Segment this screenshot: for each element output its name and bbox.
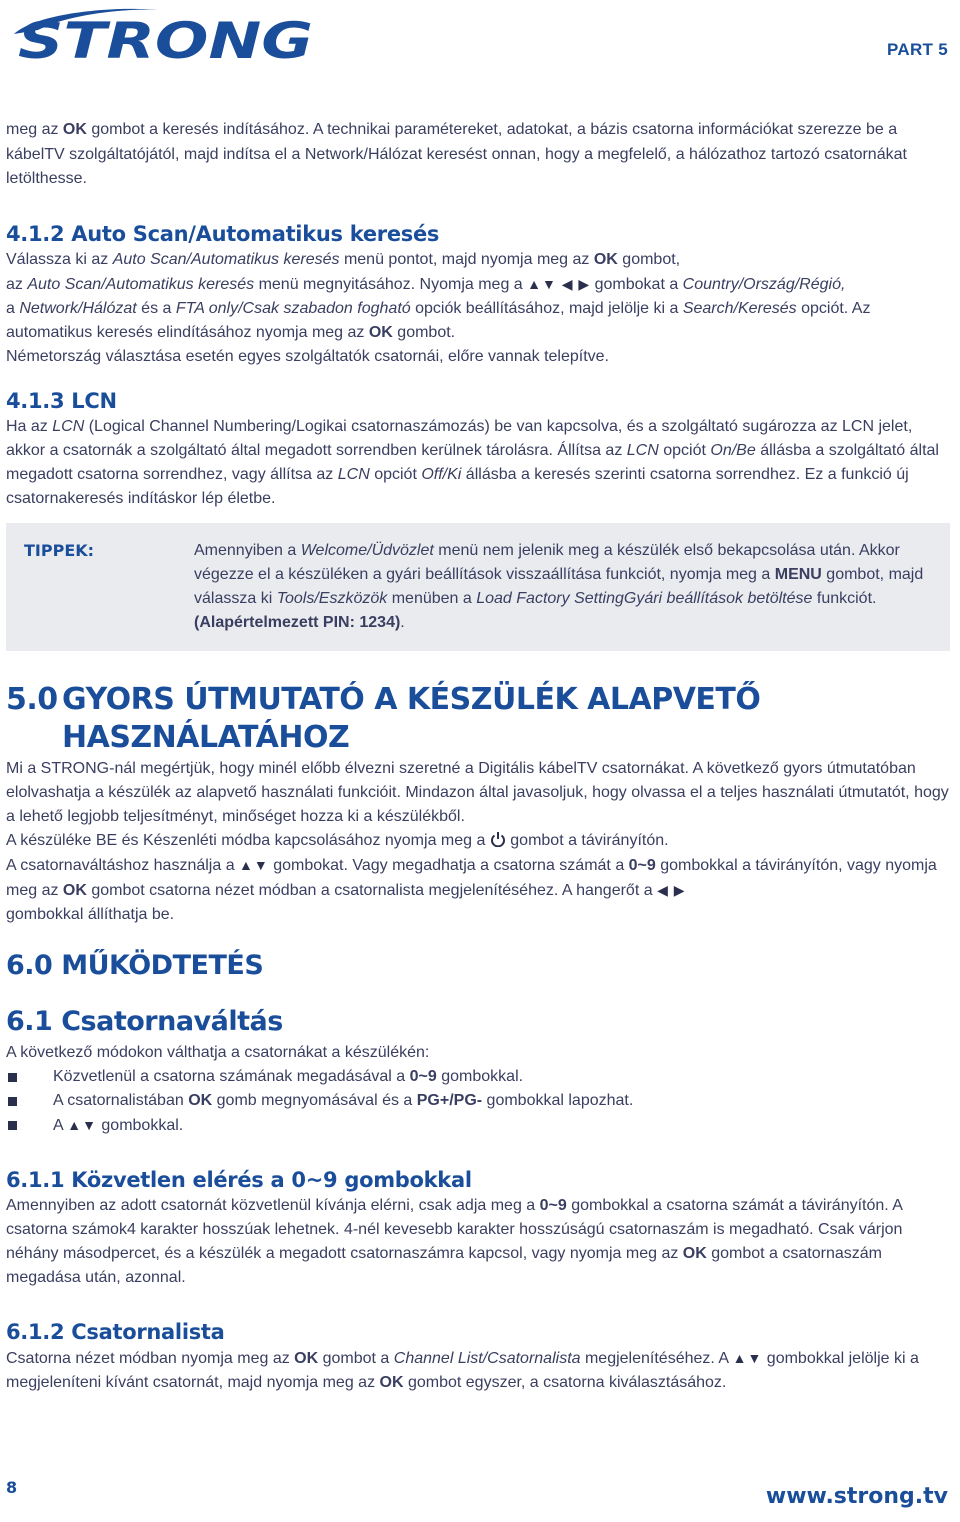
heading-4-1-3: 4.1.3 LCN	[6, 388, 117, 413]
strong-logo-graphic	[8, 4, 318, 66]
page-content	[6, 118, 950, 1395]
channel-switch-paragraph: A csatornaváltáshoz használja a ▲▼ gombokat. Vagy megadhatja a csatorna számát a 0~9 gombokkal a távirányítón, vagy nyomja meg az OK gombot csatorna nézet módban a csatornalista megjelenítéséhez. A hangerőt a ◀ ▶ gombokkal állíthatja be.	[6, 856, 937, 923]
up-down-arrows-icon: ▲▼	[67, 1116, 97, 1133]
up-down-arrows-icon: ▲▼	[239, 856, 269, 873]
page-number: 8	[6, 1478, 18, 1497]
list-item: A ▲▼ gombokkal.	[6, 1113, 950, 1138]
heading-4-1-2: 4.1.2 Auto Scan/Automatikus keresés	[6, 221, 440, 246]
part-label: PART 5	[887, 40, 948, 59]
svg-text:STRONG: STRONG	[18, 12, 313, 66]
website-link[interactable]: www.strong.tv	[765, 1484, 948, 1509]
tips-label: TIPPEK:	[24, 540, 95, 560]
direct-access-paragraph: Amennyiben az adott csatornát közvetlenül kívánja elérni, csak adja meg a 0~9 gombokkal a csatorna számát a távirányítón. A csatorna számok4 karakter hosszúak lehetnek. 4-nél kevesebb karakter hosszúságú csatornaszám is megadható. Csak várjon néhány másodpercet, és a készülék a megadott csatornaszámra kapcsol, vagy nyomja meg az OK gombot a csatornaszám megadása után, azonnal.	[6, 1196, 903, 1286]
heading-6-1-1: 6.1.1 Közvetlen elérés a 0~9 gombokkal	[6, 1167, 472, 1192]
tips-text: Amennyiben a Welcome/Üdvözlet menü nem jelenik meg a készülék első bekapcsolása után. Akkor végezze el a készüléken a gyári beállítások visszaállítása funkciót, nyomja meg a MENU gombot, majd válassza ki Tools/Eszközök menüben a Load Factory SettingGyári beállítások betöltése funkciót. (Alapértelmezett PIN: 1234).	[194, 541, 924, 631]
power-paragraph: A készüléke BE és Készenléti módba kapcsolásához nyomja meg a gombot a távirányítón.	[6, 831, 669, 849]
channel-modes-intro: A következő módokon válthatja a csatornákat a készülékén:	[6, 1043, 430, 1061]
power-icon	[490, 831, 506, 847]
page-header	[0, 0, 960, 80]
heading-6-1-2: 6.1.2 Csatornalista	[6, 1319, 225, 1344]
lcn-paragraph: Ha az LCN (Logical Channel Numbering/Logikai csatornaszámozás) be van kapcsolva, és a szolgáltató sugározza az LCN jelet, akkor a csatornák a szolgáltató által megadott sorrendben kerülnek tárolásra. Állítsa az LCN opciót On/Be állásba a szolgáltató által megadott csatorna sorrendhez, vagy állítsa az LCN opciót Off/Ki állásba a keresés szerinti csatorna sorrendhez. Ez a funkció új csatornakeresés indításkor lép életbe.	[6, 417, 939, 507]
list-item: Közvetlenül a csatorna számának megadásával a 0~9 gombokkal.	[6, 1065, 950, 1089]
tips-box	[6, 523, 950, 651]
germany-note: Németország választása esetén egyes szolgáltatók csatornái, előre vannak telepítve.	[6, 347, 609, 365]
strong-logo	[8, 4, 318, 70]
intro-paragraph: meg az OK gombot a keresés indításához. A technikai paramétereket, adatokat, a bázis csatorna információkat szerezze be a kábelTV szolgáltatójától, majd indítsa el a Network/Hálózat keresést onnan, hogy a megfelelő, a hálózathoz tartozó csatornákat letölthesse.	[6, 121, 907, 187]
heading-5-0: 5.0 GYORS ÚTMUTATÓ A KÉSZÜLÉK ALAPVETŐ HASZNÁLATÁHOZ	[6, 681, 761, 755]
arrow-keys-icon: ▲▼ ◀ ▶	[527, 275, 591, 292]
channel-list-paragraph: Csatorna nézet módban nyomja meg az OK gombot a Channel List/Csatornalista megjelenítéséhez. A ▲▼ gombokkal jelölje ki a megjeleníteni kívánt csatornát, majd nyomja meg az OK gombot egyszer, a csatorna kiválasztásához.	[6, 1349, 919, 1391]
list-item: A csatornalistában OK gomb megnyomásával és a PG+/PG- gombokkal lapozhat.	[6, 1089, 950, 1113]
heading-6-0: 6.0 MŰKÖDTETÉS	[6, 949, 264, 981]
quick-guide-paragraph: Mi a STRONG-nál megértjük, hogy minél előbb élvezni szeretné a Digitális kábelTV csatornákat. A következő gyors útmutatóban elolvashatja a készülék az alapvető használati funkcióit. Mindazon által javasoljuk, hogy olvassa el a teljes használati útmutatót, hogy a lehető legjobb teljesítményt, minőséget hozza ki a készülékből.	[6, 759, 949, 825]
auto-scan-paragraph: Válassza ki az Auto Scan/Automatikus keresés menü pontot, majd nyomja meg az OK gombot, az Auto Scan/Automatikus keresés menü megnyitásához. Nyomja meg a ▲▼ ◀ ▶ gombokat a Country/Ország/Régió, a Network/Hálózat és a FTA only/Csak szabadon fogható opciók beállításához, majd jelölje ki a Search/Keresés opciót. Az automatikus keresés elindításához nyomja meg az OK gombot.	[6, 250, 871, 341]
up-down-arrows-icon: ▲▼	[732, 1349, 763, 1366]
left-right-arrows-icon: ◀ ▶	[657, 881, 686, 898]
channel-modes-list	[6, 1065, 950, 1138]
heading-6-1: 6.1 Csatornaváltás	[6, 1005, 283, 1037]
